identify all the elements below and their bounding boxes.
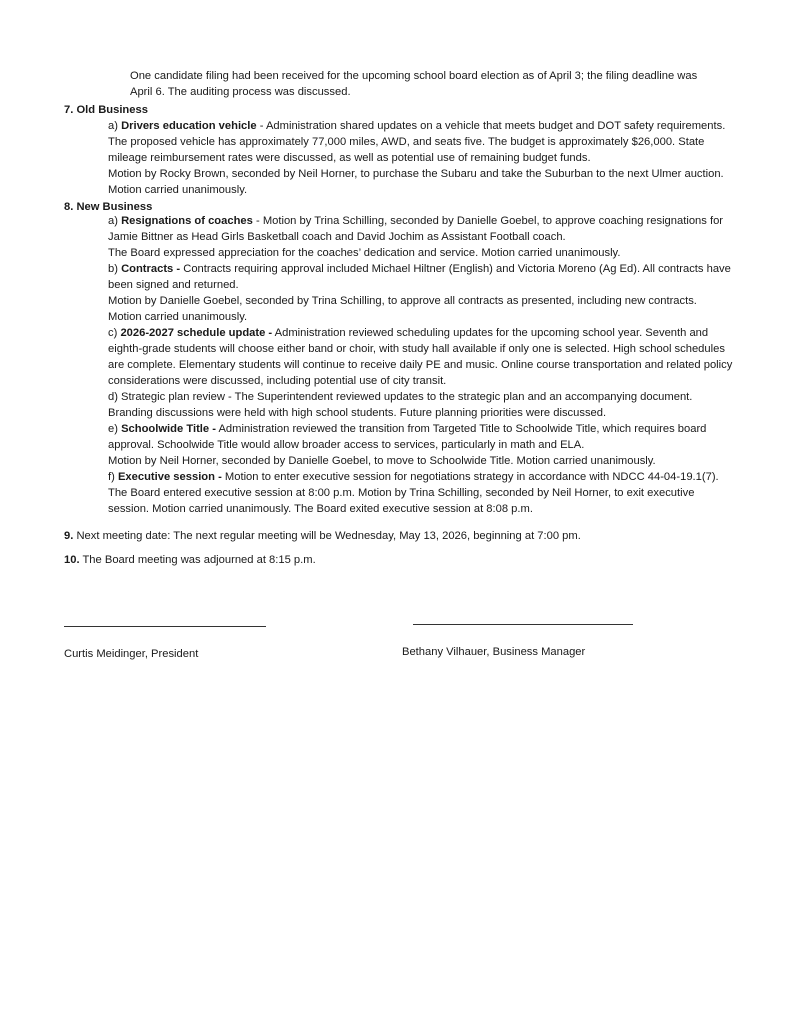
item-number: 10. bbox=[64, 554, 80, 566]
business-manager-signature-line bbox=[413, 624, 633, 625]
drivers-ed-motion: Motion by Rocky Brown, seconded by Neil Horner, to purchase the Subaru and take the Suburban to the next Ulmer auction. Motion carried unanimously. bbox=[108, 168, 724, 196]
item-prefix: a) bbox=[108, 215, 122, 227]
item-prefix: c) bbox=[108, 327, 121, 339]
drivers-ed-paragraph bbox=[108, 118, 733, 166]
strategic-plan-paragraph: d) Strategic plan review - The Superintendent reviewed updates to the strategic plan and an accompanying document. Branding discussions were held with high school students. Future planning priorities were discussed. bbox=[108, 391, 693, 419]
old-business-item-a bbox=[108, 118, 733, 198]
item-prefix: e) bbox=[108, 423, 122, 435]
resignations-followup: The Board expressed appreciation for the coaches’ dedication and service. Motion carried unanimously. bbox=[108, 247, 621, 259]
new-business-items bbox=[108, 213, 733, 517]
item-prefix: b) bbox=[108, 263, 122, 275]
intro-line-2: April 6. The auditing process was discussed. bbox=[130, 86, 351, 98]
next-meeting-line bbox=[64, 528, 581, 544]
resignations-text: - Motion by Trina Schilling, seconded by Danielle Goebel, to approve coaching resignations for Jamie Bittner as Head Girls Basketball coach and David Jochim as Assistant Football coach. bbox=[108, 215, 724, 243]
resignations-paragraph bbox=[108, 213, 733, 245]
schedule-text: Administration reviewed scheduling updates for the upcoming school year. Seventh and eighth-grade students will choose either band or choir, with study hall available if only one is selected. High school schedules are complete. Elementary students will continue to receive daily PE and music. Online course transportation and related policy considerations were discussed, including potential use of city transit. bbox=[108, 327, 733, 387]
intro-line-1: One candidate filing had been received for the upcoming school board election as of April 3; the filing deadline was bbox=[130, 70, 698, 82]
schoolwide-title: Schoolwide Title - bbox=[121, 423, 216, 435]
executive-session-text: Motion to enter executive session for negotiations strategy in accordance with NDCC 44-04-19.1(7). The Board entered executive session at 8:00 p.m. Motion by Trina Schilling, seconded by Neil Horner, to exit executive session. Motion carried unanimously. The Board exited executive session at 8:08 p.m. bbox=[108, 471, 719, 515]
schedule-title: 2026-2027 schedule update - bbox=[120, 327, 273, 339]
contracts-motion: Motion by Danielle Goebel, seconded by Trina Schilling, to approve all contracts as presented, including new contracts. Motion carried unanimously. bbox=[108, 295, 697, 323]
resignations-title: Resignations of coaches bbox=[121, 215, 253, 227]
next-meeting-text: Next meeting date: The next regular meeting will be Wednesday, May 13, 2026, beginning at 7:00 pm. bbox=[73, 530, 581, 542]
old-business-heading: 7. Old Business bbox=[64, 104, 148, 116]
item-prefix: a) bbox=[108, 120, 122, 132]
executive-session-paragraph bbox=[108, 469, 733, 517]
contracts-paragraph bbox=[108, 261, 733, 293]
schoolwide-text: Administration reviewed the transition from Targeted Title to Schoolwide Title, which requires board approval. Schoolwide Title would allow broader access to services, particularly in math and ELA. bbox=[108, 423, 707, 451]
contracts-title: Contracts - bbox=[121, 263, 181, 275]
contracts-text: Contracts requiring approval included Michael Hiltner (English) and Victoria Moreno (Ag Ed). All contracts have been signed and returned. bbox=[108, 263, 731, 291]
schedule-paragraph bbox=[108, 325, 733, 389]
schoolwide-motion: Motion by Neil Horner, seconded by Danielle Goebel, to move to Schoolwide Title. Motion carried unanimously. bbox=[108, 455, 656, 467]
president-signature-line bbox=[64, 626, 266, 627]
president-name: Curtis Meidinger, President bbox=[64, 648, 199, 660]
new-business-heading: 8. New Business bbox=[64, 201, 153, 213]
item-number: 9. bbox=[64, 530, 74, 542]
drivers-ed-text: - Administration shared updates on a vehicle that meets budget and DOT safety requirements. The proposed vehicle has approximately 77,000 miles, AWD, and seats five. The budget is approximately $26,000. State mileage reimbursement rates were discussed, as well as potential use of remaining budget funds. bbox=[108, 120, 726, 164]
adjournment-line bbox=[64, 552, 316, 568]
executive-session-title: Executive session - bbox=[117, 471, 222, 483]
business-manager-name: Bethany Vilhauer, Business Manager bbox=[402, 646, 586, 658]
adjournment-text: The Board meeting was adjourned at 8:15 p.m. bbox=[79, 554, 316, 566]
item-prefix: f) bbox=[108, 471, 118, 483]
intro-paragraph bbox=[130, 68, 730, 100]
schoolwide-paragraph bbox=[108, 421, 733, 453]
drivers-ed-title: Drivers education vehicle bbox=[121, 120, 257, 132]
